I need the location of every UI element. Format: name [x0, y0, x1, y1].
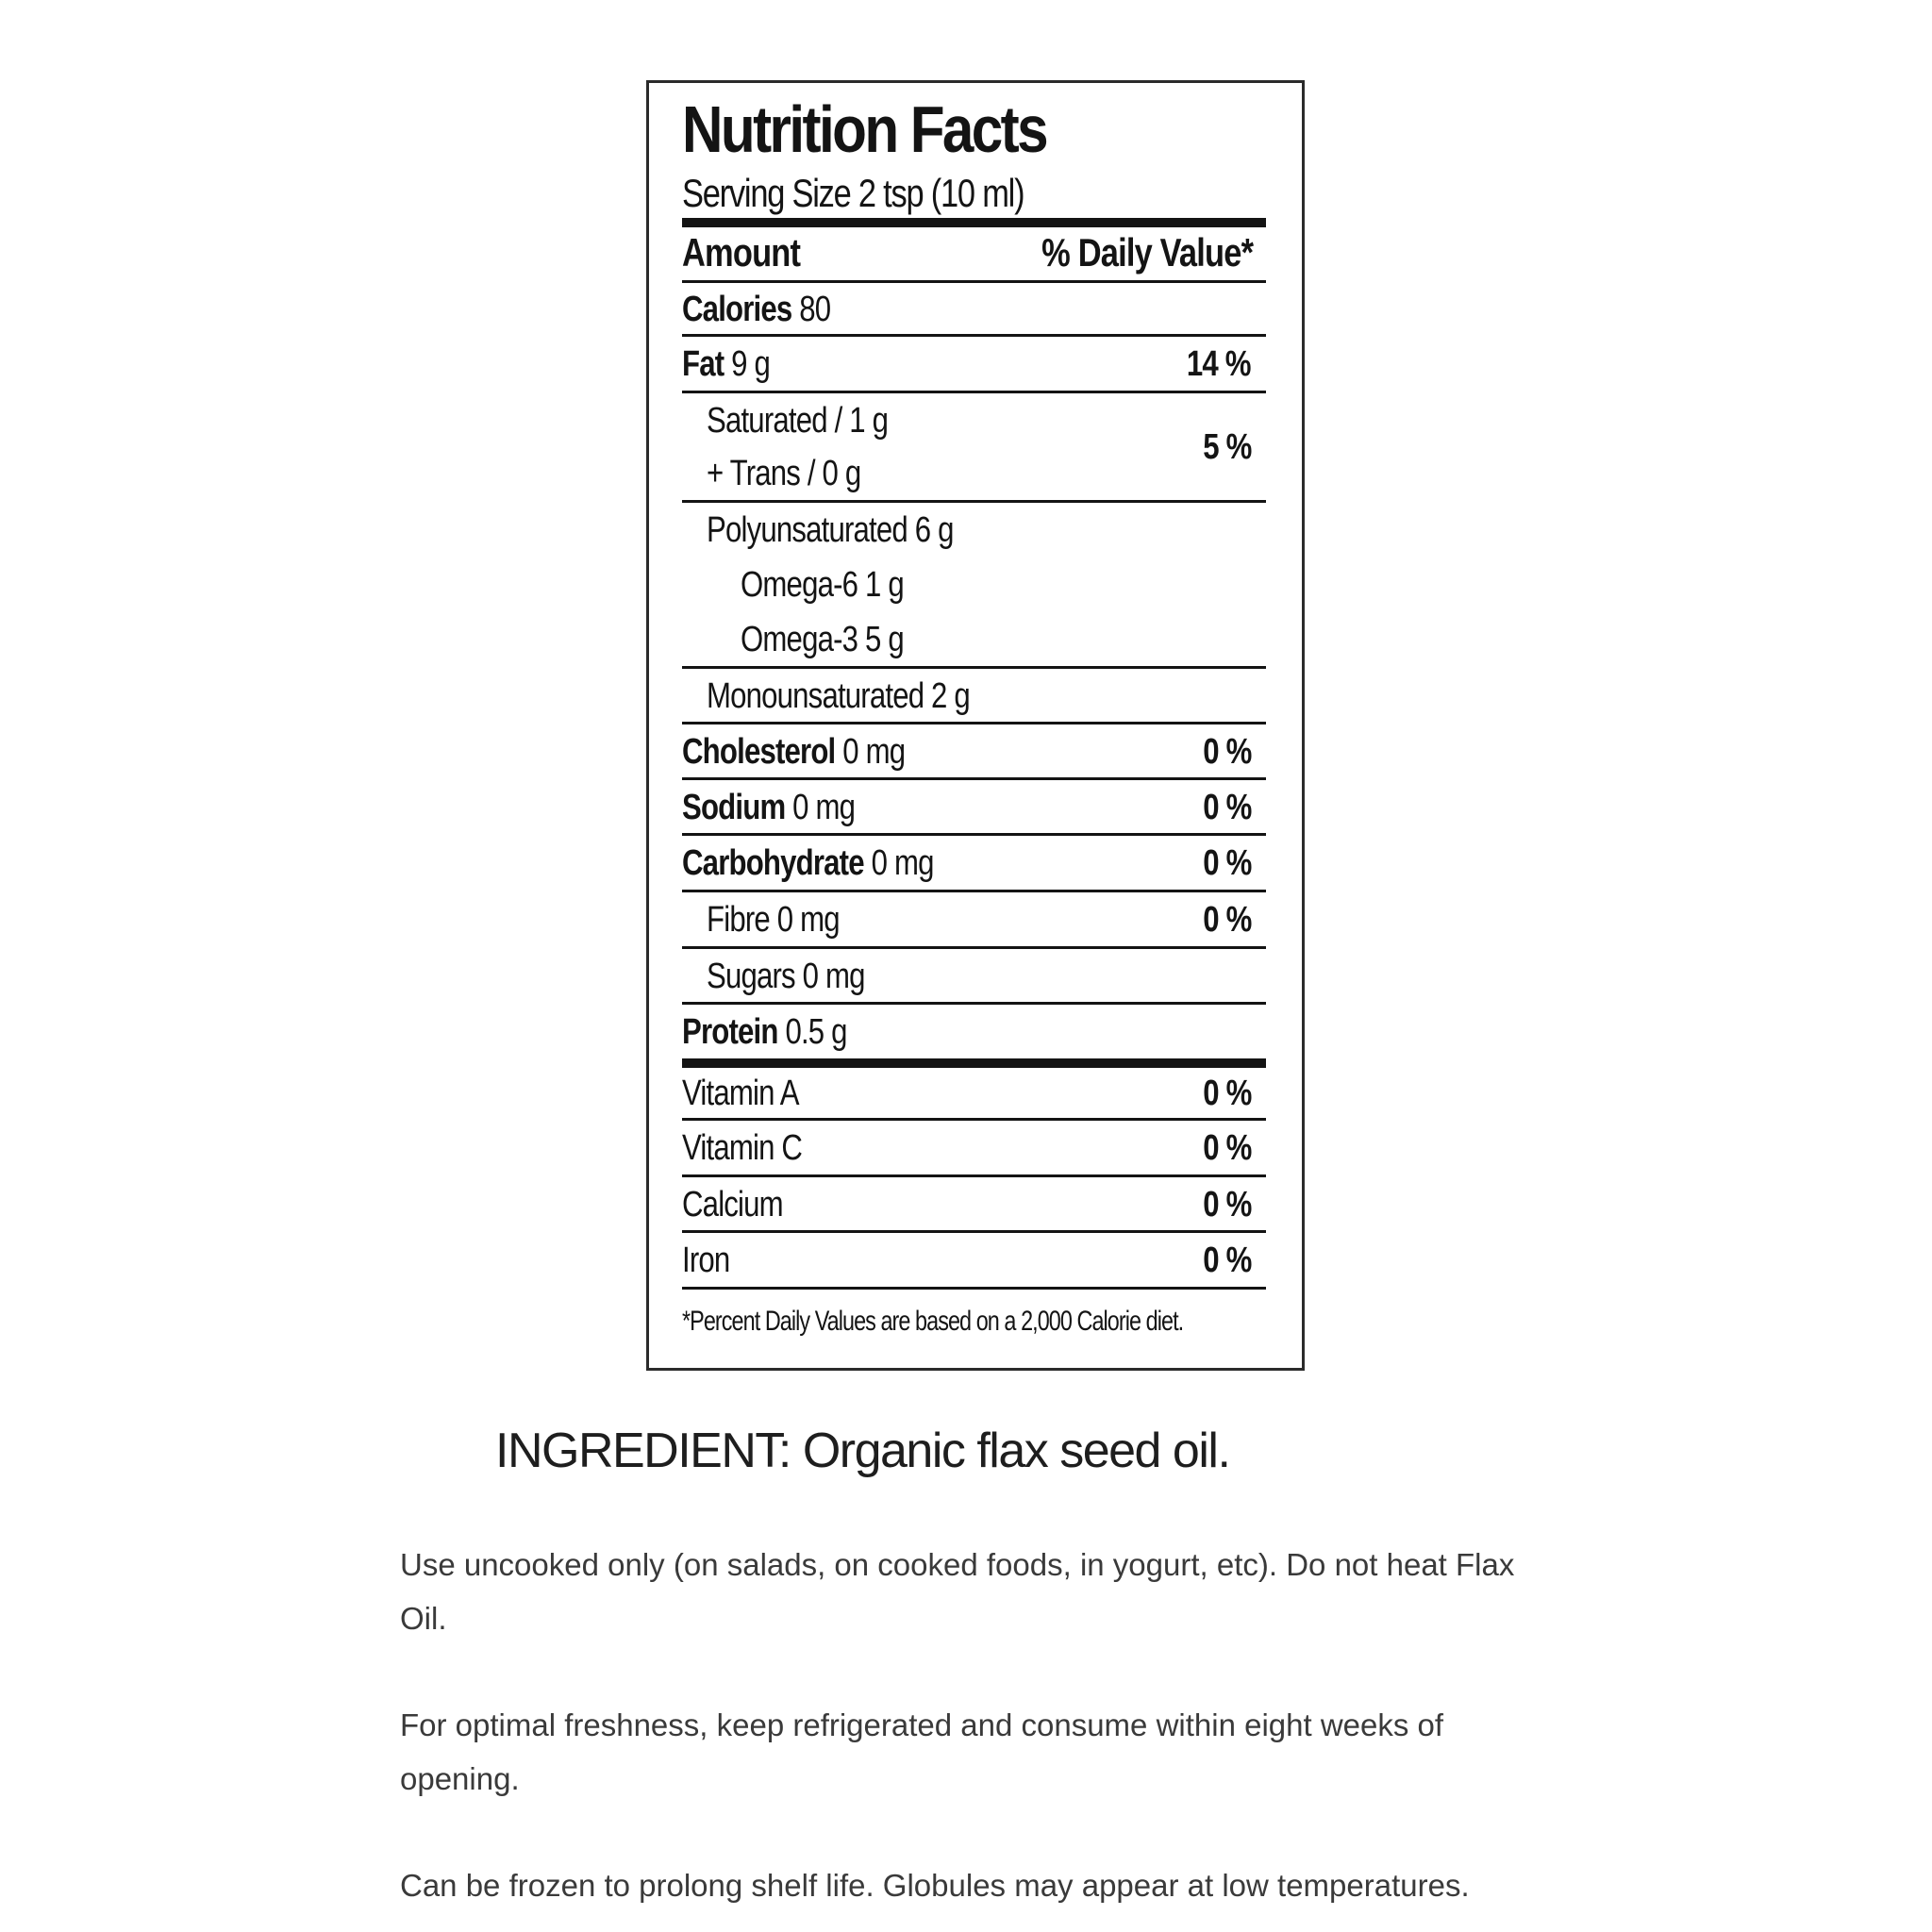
saturated-trans-dv: 5 %: [1202, 427, 1251, 467]
usage-paragraph: Use uncooked only (on salads, on cooked foods, in yogurt, etc). Do not heat Flax Oil.: [400, 1547, 1515, 1636]
divider: [682, 1174, 1266, 1177]
calories-name: Calories: [682, 290, 792, 329]
calories-cell: [682, 283, 830, 336]
serving-size: Serving Size 2 tsp (10 ml): [682, 171, 1024, 215]
ingredient-text: Organic flax seed oil.: [802, 1424, 1230, 1478]
row-polyunsaturated: [682, 504, 1266, 557]
carbohydrate-value: 0 mg: [871, 843, 934, 883]
row-iron: [682, 1234, 1266, 1287]
divider: [682, 946, 1266, 949]
row-sugars: [682, 950, 1266, 1003]
divider: [682, 722, 1266, 724]
protein-name: Protein: [682, 1012, 778, 1052]
calories-value: 80: [799, 290, 831, 329]
vitamin-c-name: Vitamin C: [682, 1128, 803, 1168]
freezing-paragraph: Can be frozen to prolong shelf life. Globules may appear at low temperatures.: [400, 1868, 1470, 1903]
iron-dv: 0 %: [1202, 1241, 1251, 1280]
divider: [682, 391, 1266, 393]
row-calories: [682, 283, 1266, 336]
divider: [682, 1002, 1266, 1005]
vitamin-a-name: Vitamin A: [682, 1074, 799, 1113]
polyunsaturated-text: Polyunsaturated 6 g: [707, 510, 954, 550]
daily-value-heading: % Daily Value*: [1041, 230, 1253, 275]
nutrition-facts-content: [682, 83, 1266, 1368]
carbohydrate-name: Carbohydrate: [682, 843, 864, 883]
row-monounsaturated: [682, 670, 1266, 723]
row-cholesterol: [682, 725, 1266, 778]
vitamin-c-dv: 0 %: [1202, 1128, 1251, 1168]
trans-text: + Trans / 0 g: [707, 454, 861, 493]
sodium-cell: [682, 781, 855, 834]
row-calcium: [682, 1178, 1266, 1231]
protein-value: 0.5 g: [785, 1012, 847, 1052]
sodium-name: Sodium: [682, 788, 786, 827]
row-saturated: [682, 394, 1266, 447]
row-omega6: [682, 558, 1266, 611]
amount-heading: Amount: [682, 230, 801, 275]
divider: [682, 833, 1266, 836]
row-trans: [682, 447, 1266, 500]
sodium-dv: 0 %: [1202, 788, 1251, 827]
divider: [682, 666, 1266, 669]
nutrition-facts-label: [646, 80, 1305, 1371]
row-omega3: [682, 613, 1266, 666]
daily-value-footnote: *Percent Daily Values are based on a 2,000 Calorie diet.: [682, 1306, 1184, 1337]
row-carbohydrate: [682, 837, 1266, 890]
cholesterol-name: Cholesterol: [682, 732, 836, 772]
iron-name: Iron: [682, 1241, 730, 1280]
carbohydrate-dv: 0 %: [1202, 843, 1251, 883]
fat-name: Fat: [682, 344, 724, 384]
carbohydrate-cell: [682, 837, 934, 890]
divider: [682, 1287, 1266, 1290]
monounsaturated-text: Monounsaturated 2 g: [707, 676, 970, 716]
fibre-text: Fibre 0 mg: [707, 900, 840, 940]
cholesterol-value: 0 mg: [842, 732, 906, 772]
cholesterol-dv: 0 %: [1202, 732, 1251, 772]
calcium-dv: 0 %: [1202, 1185, 1251, 1224]
sodium-value: 0 mg: [792, 788, 856, 827]
fat-dv: 14 %: [1187, 344, 1251, 384]
row-vitamin-c: [682, 1122, 1266, 1174]
divider: [682, 777, 1266, 780]
nutrition-facts-title: Nutrition Facts: [682, 92, 1047, 166]
fibre-dv: 0 %: [1202, 900, 1251, 940]
vitamin-a-dv: 0 %: [1202, 1074, 1251, 1113]
fat-cell: [682, 338, 770, 391]
row-sodium: [682, 781, 1266, 834]
divider: [682, 1230, 1266, 1233]
divider: [682, 334, 1266, 337]
calcium-name: Calcium: [682, 1185, 783, 1224]
saturated-text: Saturated / 1 g: [707, 401, 889, 441]
row-header: [682, 226, 1266, 279]
protein-cell: [682, 1006, 847, 1058]
row-vitamin-a: [682, 1067, 1266, 1120]
row-fat: [682, 338, 1266, 391]
row-protein: [682, 1006, 1266, 1058]
fat-value: 9 g: [731, 344, 770, 384]
omega3-text: Omega-3 5 g: [741, 620, 904, 659]
divider: [682, 1118, 1266, 1121]
cholesterol-cell: [682, 725, 905, 778]
freshness-paragraph: For optimal freshness, keep refrigerated and consume within eight weeks of opening.: [400, 1707, 1444, 1796]
ingredient-line: [495, 1424, 1230, 1478]
divider: [682, 890, 1266, 892]
divider: [682, 500, 1266, 503]
sugars-text: Sugars 0 mg: [707, 957, 865, 996]
omega6-text: Omega-6 1 g: [741, 565, 904, 605]
ingredient-label: INGREDIENT:: [495, 1424, 791, 1478]
row-fibre: [682, 893, 1266, 946]
